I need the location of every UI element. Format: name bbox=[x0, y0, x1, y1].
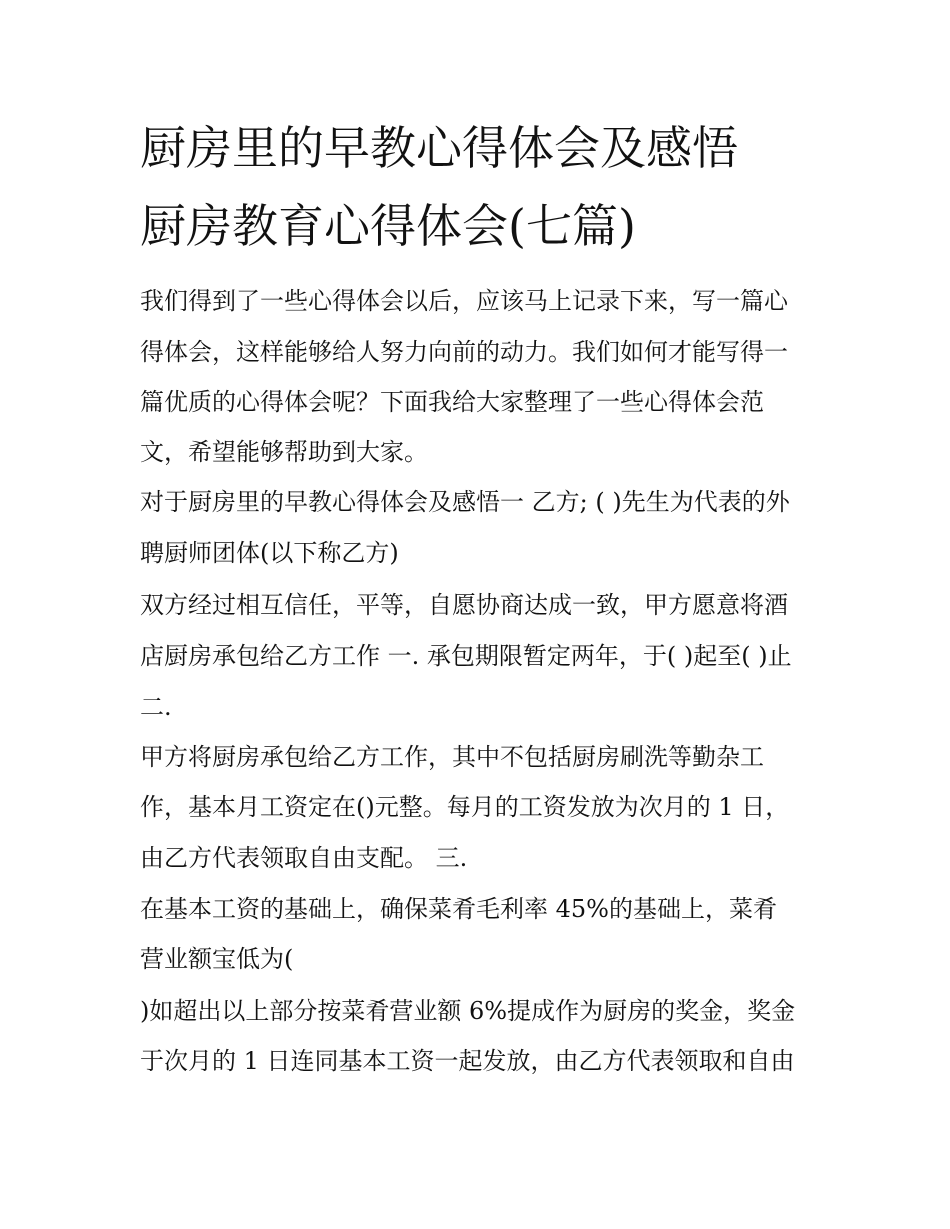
body-line-8: 店厨房承包给乙方工作 一. 承包期限暂定两年，于( )起至( )止 bbox=[140, 642, 792, 670]
body-line-6: 聘厨师团体(以下称乙方) bbox=[140, 539, 399, 567]
document-title-line-1: 厨房里的早教心得体会及感悟 bbox=[140, 121, 738, 175]
body-line-5: 对于厨房里的早教心得体会及感悟一 乙方; ( )先生为代表的外 bbox=[140, 488, 790, 516]
body-line-12: 由乙方代表领取自由支配。 三. bbox=[140, 844, 468, 872]
body-line-7: 双方经过相互信任，平等，自愿协商达成一致，甲方愿意将酒 bbox=[140, 591, 788, 619]
document-title-line-2: 厨房教育心得体会(七篇) bbox=[140, 199, 636, 253]
body-line-14: 营业额宝低为( bbox=[140, 945, 294, 973]
body-line-11: 作，基本月工资定在()元整。每月的工资发放为次月的 1 日， bbox=[140, 793, 790, 821]
body-line-10: 甲方将厨房承包给乙方工作，其中不包括厨房刷洗等勤杂工 bbox=[140, 743, 764, 771]
body-line-16: 于次月的 1 日连同基本工资一起发放，由乙方代表领取和自由 bbox=[140, 1047, 795, 1075]
body-line-15: )如超出以上部分按菜肴营业额 6%提成作为厨房的奖金，奖金 bbox=[140, 997, 796, 1025]
body-line-2: 得体会，这样能够给人努力向前的动力。我们如何才能写得一 bbox=[140, 338, 788, 366]
body-line-1: 我们得到了一些心得体会以后，应该马上记录下来，写一篇心 bbox=[140, 287, 788, 315]
body-line-13: 在基本工资的基础上，确保菜肴毛利率 45%的基础上，菜肴 bbox=[140, 895, 777, 923]
body-line-9: 二. bbox=[140, 693, 172, 721]
body-line-4: 文，希望能够帮助到大家。 bbox=[140, 438, 428, 466]
body-line-3: 篇优质的心得体会呢？下面我给大家整理了一些心得体会范 bbox=[140, 388, 764, 416]
